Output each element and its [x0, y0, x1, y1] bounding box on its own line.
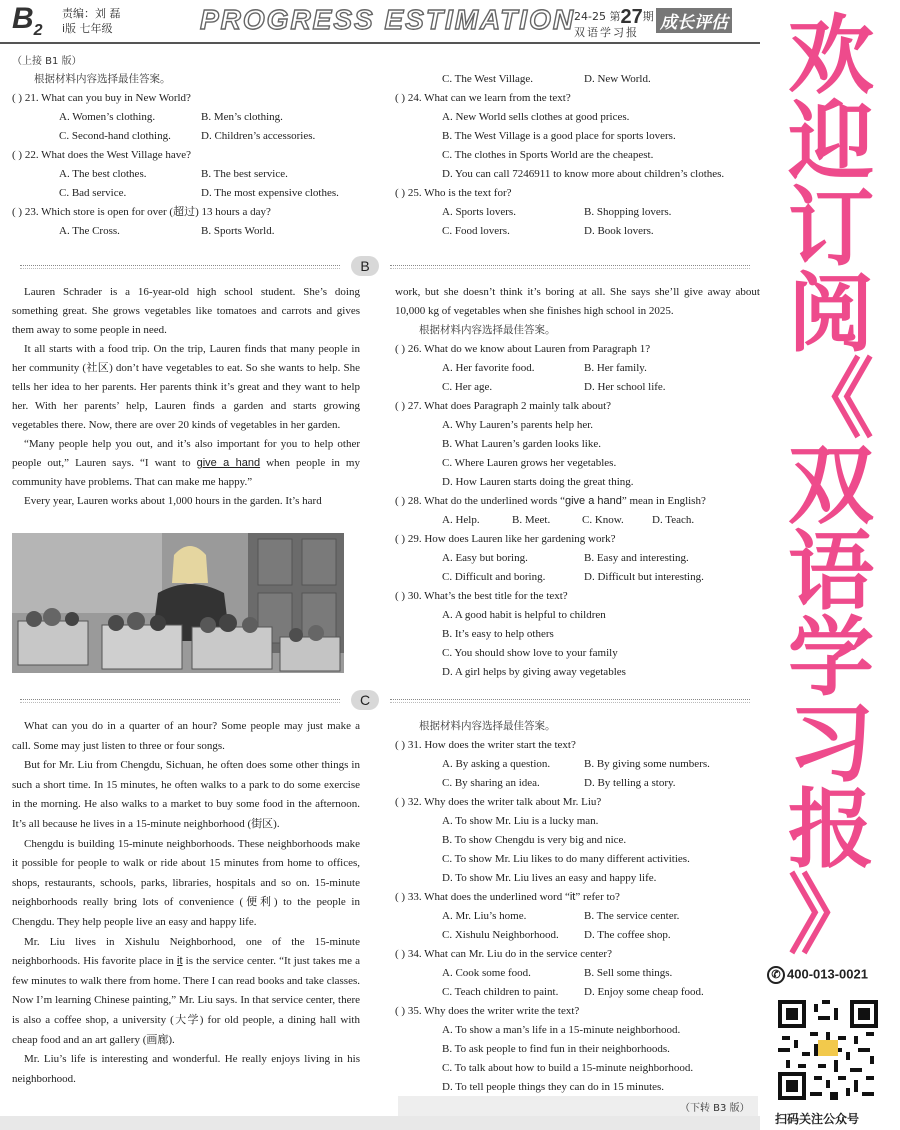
footer-bar: [0, 1116, 760, 1130]
question-24: ( ) 24. What can we learn from the text? A. New World sells clothes at good prices. B. The West Village is a good place for sports lovers. C. The clothes in Sports World are the cheapest. D. You can call 7246911 to know more about children’s clothes.: [395, 92, 725, 180]
phone-icon: ✆: [767, 966, 785, 984]
question-26: ( ) 26. What do we know about Lauren from Paragraph 1? A. Her favorite food. B. Her family. C. Her age. D. Her school life.: [395, 343, 666, 393]
edition-label: i版 七年级: [62, 22, 113, 35]
question-21: ( ) 21. What can you buy in New World? A. Women’s clothing. B. Men’s clothing. C. Second-hand clothing. D. Children’s accessories.: [12, 92, 316, 142]
continued-from: （上接 B1 版）: [12, 56, 82, 67]
question-28: ( ) 28. What do the underlined words “give a hand” mean in English? A. Help. B. Meet. C. Know. D. Teach.: [395, 495, 706, 526]
progress-banner: PROGRESS ESTIMATION: [200, 4, 576, 35]
underlined-word: it: [177, 955, 183, 968]
section-b-label: B: [351, 256, 379, 276]
question-27: ( ) 27. What does Paragraph 2 mainly talk about? A. Why Lauren’s parents help her. B. What Lauren’s garden looks like. C. Where Lauren grows her vegetables. D. How Lauren starts doing the great thing.: [395, 400, 634, 488]
page-number: $B_2$: [12, 2, 43, 39]
question-25: ( ) 25. Who is the text for? A. Sports lovers. B. Shopping lovers. C. Food lovers. D. Book lovers.: [395, 187, 672, 237]
section-c-questions: [395, 717, 760, 1097]
issue-number: 24-25 第27期: [574, 6, 654, 28]
subscription-ad: [765, 0, 900, 1130]
ad-char: 》: [788, 866, 874, 966]
ad-char: 阅: [788, 264, 874, 364]
question-34: ( ) 34. What can Mr. Liu do in the service center? A. Cook some food. B. Sell some things. C. Teach children to paint. D. Enjoy some cheap food.: [395, 948, 704, 998]
passage-c-p5: Mr. Liu’s life is interesting and wonderful. He really enjoys living in his neighborhood.: [12, 1053, 360, 1085]
editor-name: 责编：刘 磊: [62, 7, 121, 20]
qr-code-icon[interactable]: [778, 1000, 878, 1100]
ad-char: 订: [788, 178, 874, 278]
section-c-instruction: 根据材料内容选择最佳答案。: [419, 720, 556, 732]
question-32: ( ) 32. Why does the writer talk about Mr. Liu? A. To show Mr. Liu is a lucky man. B. To show Chengdu is very big and nice. C. To show Mr. Liu likes to do many different activities. D. To show Mr. Liu lives an easy and happy life.: [395, 796, 690, 884]
column-name: 成长评估: [656, 8, 732, 33]
passage-b-p2: It all starts with a food trip. On the trip, Lauren finds that many people in her community (社区) don’t have vegetables to eat. So she wants to help. She tells her idea to her parents. Her parents think it’s great and they want to help her. With her parents’ help, Lauren finds a garden and starts growing vegetables there. Now, there are over 20 kinds of vegetables in her garden.: [12, 343, 360, 431]
phone-number: ✆ 400-013-0021: [767, 966, 868, 984]
passage-b-p3: “Many people help you out, and it’s also important for you to help other people out,” Lauren says. “I want to give a hand when people in my community have problems. That can make me happy.”: [12, 438, 360, 488]
ad-char: 迎: [788, 92, 874, 192]
section-c-passage: [12, 717, 360, 1089]
section-c-label: C: [351, 690, 379, 710]
paper-name: 双语学习报: [574, 26, 639, 39]
passage-c-p2: But for Mr. Liu from Chengdu, Sichuan, he often does some other things in such a short time. In 15 minutes, he often walks to a park to do some exercise in the morning. He also walks to a market to buy some food in the afternoon. It’s all because he lives in a 15-minute neighborhood (街区).: [12, 759, 360, 830]
section-a-right: C. The West Village. D. New World. ( ) 24. What can we learn from the text? A. New World sells clothes at good prices. B. The West Village is a good place for sports lovers. C. The clothes in Sports World are the cheapest. D. You can call 7246911 to know more about children’s clothes. ( ) 25. Who is the text for? A. Sports lovers. B. Shopping lovers. C. Food lovers. D. Book lovers.: [395, 70, 760, 241]
section-c-divider: [20, 690, 750, 710]
passage-c-p4: Mr. Liu lives in Xishulu Neighborhood, one of the 15-minute neighborhoods. His favorite place in it is the service center. “It just takes me a few minutes to walk there from home. There I can read books and take classes. Now I’m learning Chinese painting,” Mr. Liu says. In that service center, there is also a coffee shop, a university (大学) for old people, a dining hall with cheap food and an art gallery (画廊).: [12, 935, 360, 1046]
passage-c-p1: What can you do in a quarter of an hour? Some people may just make a call. Some may just listen to three or four songs.: [12, 720, 360, 752]
question-35: ( ) 35. Why does the writer write the text? A. To show a man’s life in a 15-minute neighborhood. B. To ask people to find fun in their neighborhoods. C. To talk about how to build a 15-minute neighborhood. D. To tell people things they can do in 15 minutes.: [395, 1005, 694, 1093]
question-23: ( ) 23. Which store is open for over (超过) 13 hours a day? A. The Cross. B. Sports World.: [12, 206, 275, 237]
passage-b-p4: Every year, Lauren works about 1,000 hours in the garden. It’s hard: [24, 495, 322, 507]
underlined-phrase: give a hand: [196, 457, 261, 469]
editor-info: [62, 6, 121, 36]
continued-to: （下转 B3 版）: [680, 1103, 750, 1114]
scan-caption: 扫码关注公众号: [775, 1112, 860, 1126]
ad-char: 欢: [788, 6, 874, 106]
ad-char: 语: [788, 522, 874, 622]
section-a-instruction: 根据材料内容选择最佳答案。: [34, 73, 171, 85]
passage-b-p1: Lauren Schrader is a 16-year-old high school student. She’s doing something great. She grows vegetables like tomatoes and carrots and gives them away to some people in need.: [12, 286, 360, 336]
question-22: ( ) 22. What does the West Village have? A. The best clothes. B. The best service. C. Bad service. D. The most expensive clothes.: [12, 149, 339, 199]
question-30: ( ) 30. What’s the best title for the text? A. A good habit is helpful to children B. It’s easy to help others C. You should show love to your family D. A girl helps by giving away vegetables: [395, 590, 626, 678]
section-b-passage: [12, 283, 360, 511]
section-b-right: [395, 283, 760, 682]
question-33: ( ) 33. What does the underlined word “it” refer to? A. Mr. Liu’s home. B. The service center. C. Xishulu Neighborhood. D. The coffee shop.: [395, 891, 680, 941]
page-header: [0, 0, 760, 44]
question-31: ( ) 31. How does the writer start the text? A. By asking a question. B. By giving some numbers. C. By sharing an idea. D. By telling a story.: [395, 739, 710, 789]
ad-char: 报: [788, 780, 874, 880]
passage-c-p3: Chengdu is building 15-minute neighborhoods. These neighborhoods make it possible for people to walk or ride about 15 minutes from home to offices, shops, restaurants, schools, parks, libraries, hospitals and so on. 15-minute neighborhoods really bring lots of convenience (便利) to the people in Chengdu. They help people live an easy and happy life.: [12, 837, 360, 928]
section-a-left: [12, 70, 382, 241]
ad-char: 学: [788, 608, 874, 708]
section-b-divider: [20, 256, 750, 276]
ad-char: 习: [788, 694, 874, 794]
lauren-vegetables-photo: [12, 533, 344, 673]
section-b-instruction: 根据材料内容选择最佳答案。: [419, 324, 556, 336]
question-29: ( ) 29. How does Lauren like her gardening work? A. Easy but boring. B. Easy and interesting. C. Difficult and boring. D. Difficult but interesting.: [395, 533, 704, 583]
passage-b-p4-cont: work, but she doesn’t think it’s boring at all. She says she’ll give away about 10,000 kg of vegetables when she finishes high school in 2025.: [395, 286, 760, 317]
ad-char: 双: [788, 436, 874, 536]
ad-char: 《: [788, 350, 874, 450]
